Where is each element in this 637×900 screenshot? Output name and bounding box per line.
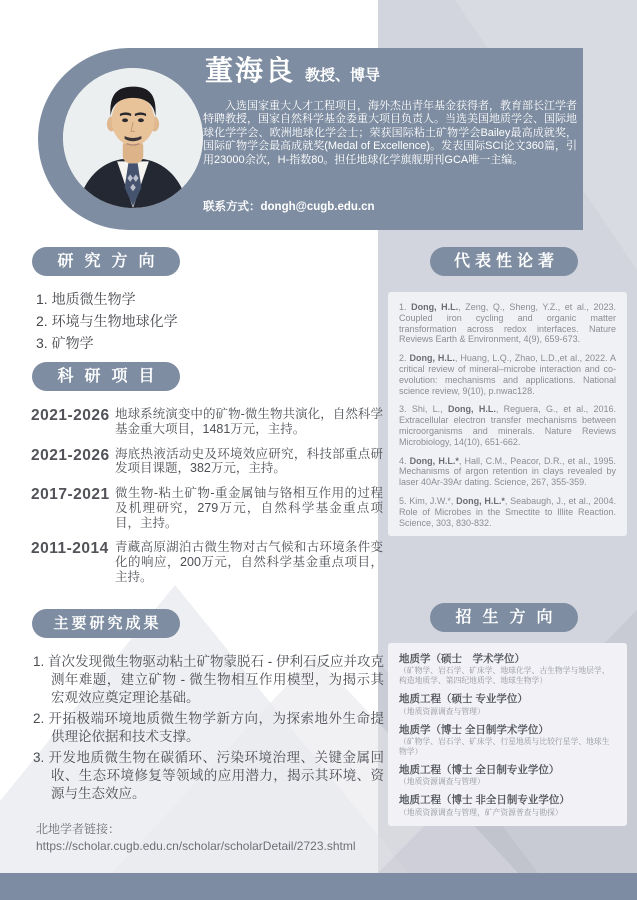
project-years: 2021-2026 (31, 446, 110, 464)
section-title-publications: 代表性论著 (430, 247, 578, 276)
publication-text: , Reguera, G., et al., 2016. Extracellular electron transfer mechanisms between microorganisms and minerals. Nature Reviews Microbiology, 14(10), 651-662. (399, 404, 617, 447)
person-name: 董海良 (205, 55, 296, 86)
section-title-recruitment: 招生方向 (430, 603, 578, 632)
section-title-research-directions: 研究方向 (32, 247, 180, 276)
recruitment-note: （地质资源调查与管理） (399, 777, 485, 787)
recruitment-degree: 地质工程（博士 全日制专业学位） (399, 764, 560, 777)
publication-item (399, 404, 616, 447)
project-years: 2017-2021 (31, 486, 110, 503)
recruitment-note: （矿物学、岩石学、矿床学、地球化学、古生物学与地层学、构造地质学、第四纪地质学、地球生物学） (399, 666, 610, 686)
publication-author-highlight: Dong, H.L.* (456, 495, 505, 506)
publication-author-highlight: Dong, H.L. (411, 302, 459, 312)
recruitment-card (388, 643, 627, 826)
research-direction-item: 3. 矿物学 (36, 335, 94, 351)
project-row (31, 447, 383, 477)
section-title-projects: 科研项目 (32, 362, 180, 391)
research-direction-item: 2. 环境与生物地球化学 (36, 313, 178, 329)
publication-item (399, 353, 616, 396)
recruitment-degree: 地质工程（硕士 专业学位） (399, 693, 528, 706)
publication-author-highlight: Dong, H.L. (448, 404, 496, 415)
contact-row (203, 198, 375, 214)
project-description: 微生物-粘土矿物-重金属铀与铬相互作用的过程及机理研究，279万元，自然科学基金重点项目，主持。 (115, 486, 383, 530)
bio-text: 入选国家重大人才工程项目，海外杰出青年基金获得者，教育部长江学者特聘教授，国家自然科学基金委重大项目负责人。当选美国地质学会、国际地球化学学会、欧洲地球化学会士；荣获国际粘土矿物学会Bailey最高成就奖，国际矿物学会最高成就奖(Medal of Excellence)。发表国际SCI论文360篇，引用23000余次，H-指数80。担任地球化学旗舰期刊GCA唯一主编。 (203, 100, 577, 166)
contact-email[interactable]: dongh@cugb.edu.cn (260, 201, 375, 213)
publication-text: 2. (399, 353, 410, 364)
project-row (31, 407, 383, 437)
section-title-achievements: 主要研究成果 (32, 609, 180, 638)
recruitment-note: （地质资源调查与管理） (399, 706, 485, 716)
publication-item (399, 302, 616, 345)
recruitment-entry (399, 723, 616, 757)
publication-item (399, 456, 616, 488)
name-row (205, 57, 380, 85)
recruitment-entry (399, 692, 616, 716)
publication-text: , Zeng, Q., Sheng, Y.Z., et al., 2023. Coupled iron cycling and organic matter transformation across redox interfaces. Nature Reviews Earth & Environment, 4(9), 659-673. (399, 302, 616, 345)
recruitment-degree: 地质工程（博士 非全日制专业学位） (399, 794, 570, 807)
scholar-link-block (36, 821, 356, 855)
achievement-item: 3. 开发地质微生物在碳循环、污染环境治理、关键金属回收、生态环境修复等领域的应用潜力，揭示其环境、资源与生态效应。 (33, 749, 384, 801)
project-description: 海底热液活动史及环境效应研究，科技部重点研发项目课题，382万元，主持。 (115, 446, 383, 476)
recruitment-entry (399, 652, 616, 686)
research-directions-list (36, 288, 178, 354)
recruitment-note: （矿物学、岩石学、矿床学、行星地质与比较行星学、地球生物学） (399, 736, 610, 757)
contact-label: 联系方式： (203, 201, 261, 213)
project-years: 2021-2026 (31, 407, 110, 424)
achievement-item: 1. 首次发现微生物驱动粘土矿物蒙脱石 - 伊利石反应并攻克测年难题，建立矿物 - 微生物相互作用模型，为揭示其宏观效应奠定理论基础。 (33, 654, 385, 705)
publication-text: 5. Kim, J.W.*, (399, 495, 457, 506)
publication-text: 3. Shi, L., (399, 404, 448, 415)
project-years: 2011-2014 (31, 540, 109, 558)
achievements-list (33, 653, 384, 806)
publication-author-highlight: Dong, H.L. (409, 353, 455, 364)
projects-list (31, 407, 383, 595)
publication-text: , Seabaugh, J., et al., 2004. Role of Microbes in the Smectite to Illite Reaction. Science, 303, 830-832. (399, 495, 616, 528)
recruitment-note: （地质资源调查与管理，矿产资源普查与勘探） (399, 807, 563, 817)
recruitment-entry (399, 793, 616, 817)
profile-photo (63, 68, 203, 208)
recruitment-degree: 地质学（硕士 学术学位） (399, 653, 525, 665)
footer-bar (0, 873, 637, 900)
project-description: 青藏高原湖泊古微生物对古气候和古环境条件变化的响应，200万元，自然科学基金重点项目，主持。 (115, 540, 383, 584)
publication-text: , Hall, C.M., Peacor, D.R., et al., 1995. Mechanisms of argon retention in clays revealed by laser 40Ar-39Ar dating. Science, 267, 355-359. (399, 455, 616, 488)
research-direction-item: 1. 地质微生物学 (36, 291, 136, 307)
recruitment-entry (399, 763, 616, 787)
publications-card (388, 292, 627, 536)
scholar-link-label: 北地学者链接： (36, 822, 121, 836)
scholar-link-url[interactable]: https://scholar.cugb.edu.cn/scholar/scholarDetail/2723.shtml (36, 839, 356, 853)
project-row (31, 486, 383, 530)
publication-text: 4. (399, 455, 410, 466)
publication-text: 1. (399, 302, 412, 312)
achievement-item: 2. 开拓极端环境地质微生物学新方向，为探索地外生命提供理论依据和技术支撑。 (33, 710, 384, 744)
header-card (38, 48, 583, 230)
publication-item (399, 496, 616, 528)
project-row (31, 540, 383, 584)
person-title: 教授、博导 (305, 67, 381, 84)
recruitment-degree: 地质学（博士 全日制学术学位） (399, 723, 549, 736)
project-description: 地球系统演变中的矿物-微生物共演化，自然科学基金重大项目，1481万元，主持。 (115, 407, 383, 436)
publication-author-highlight: Dong, H.L.* (409, 455, 459, 466)
publication-text: , Huang, L.Q., Zhao, L.D.,et al., 2022. A critical review of mineral–microbe interaction and co-evolution: mechanisms and applications. National science review, 9(10), p.nwac128. (399, 353, 617, 396)
